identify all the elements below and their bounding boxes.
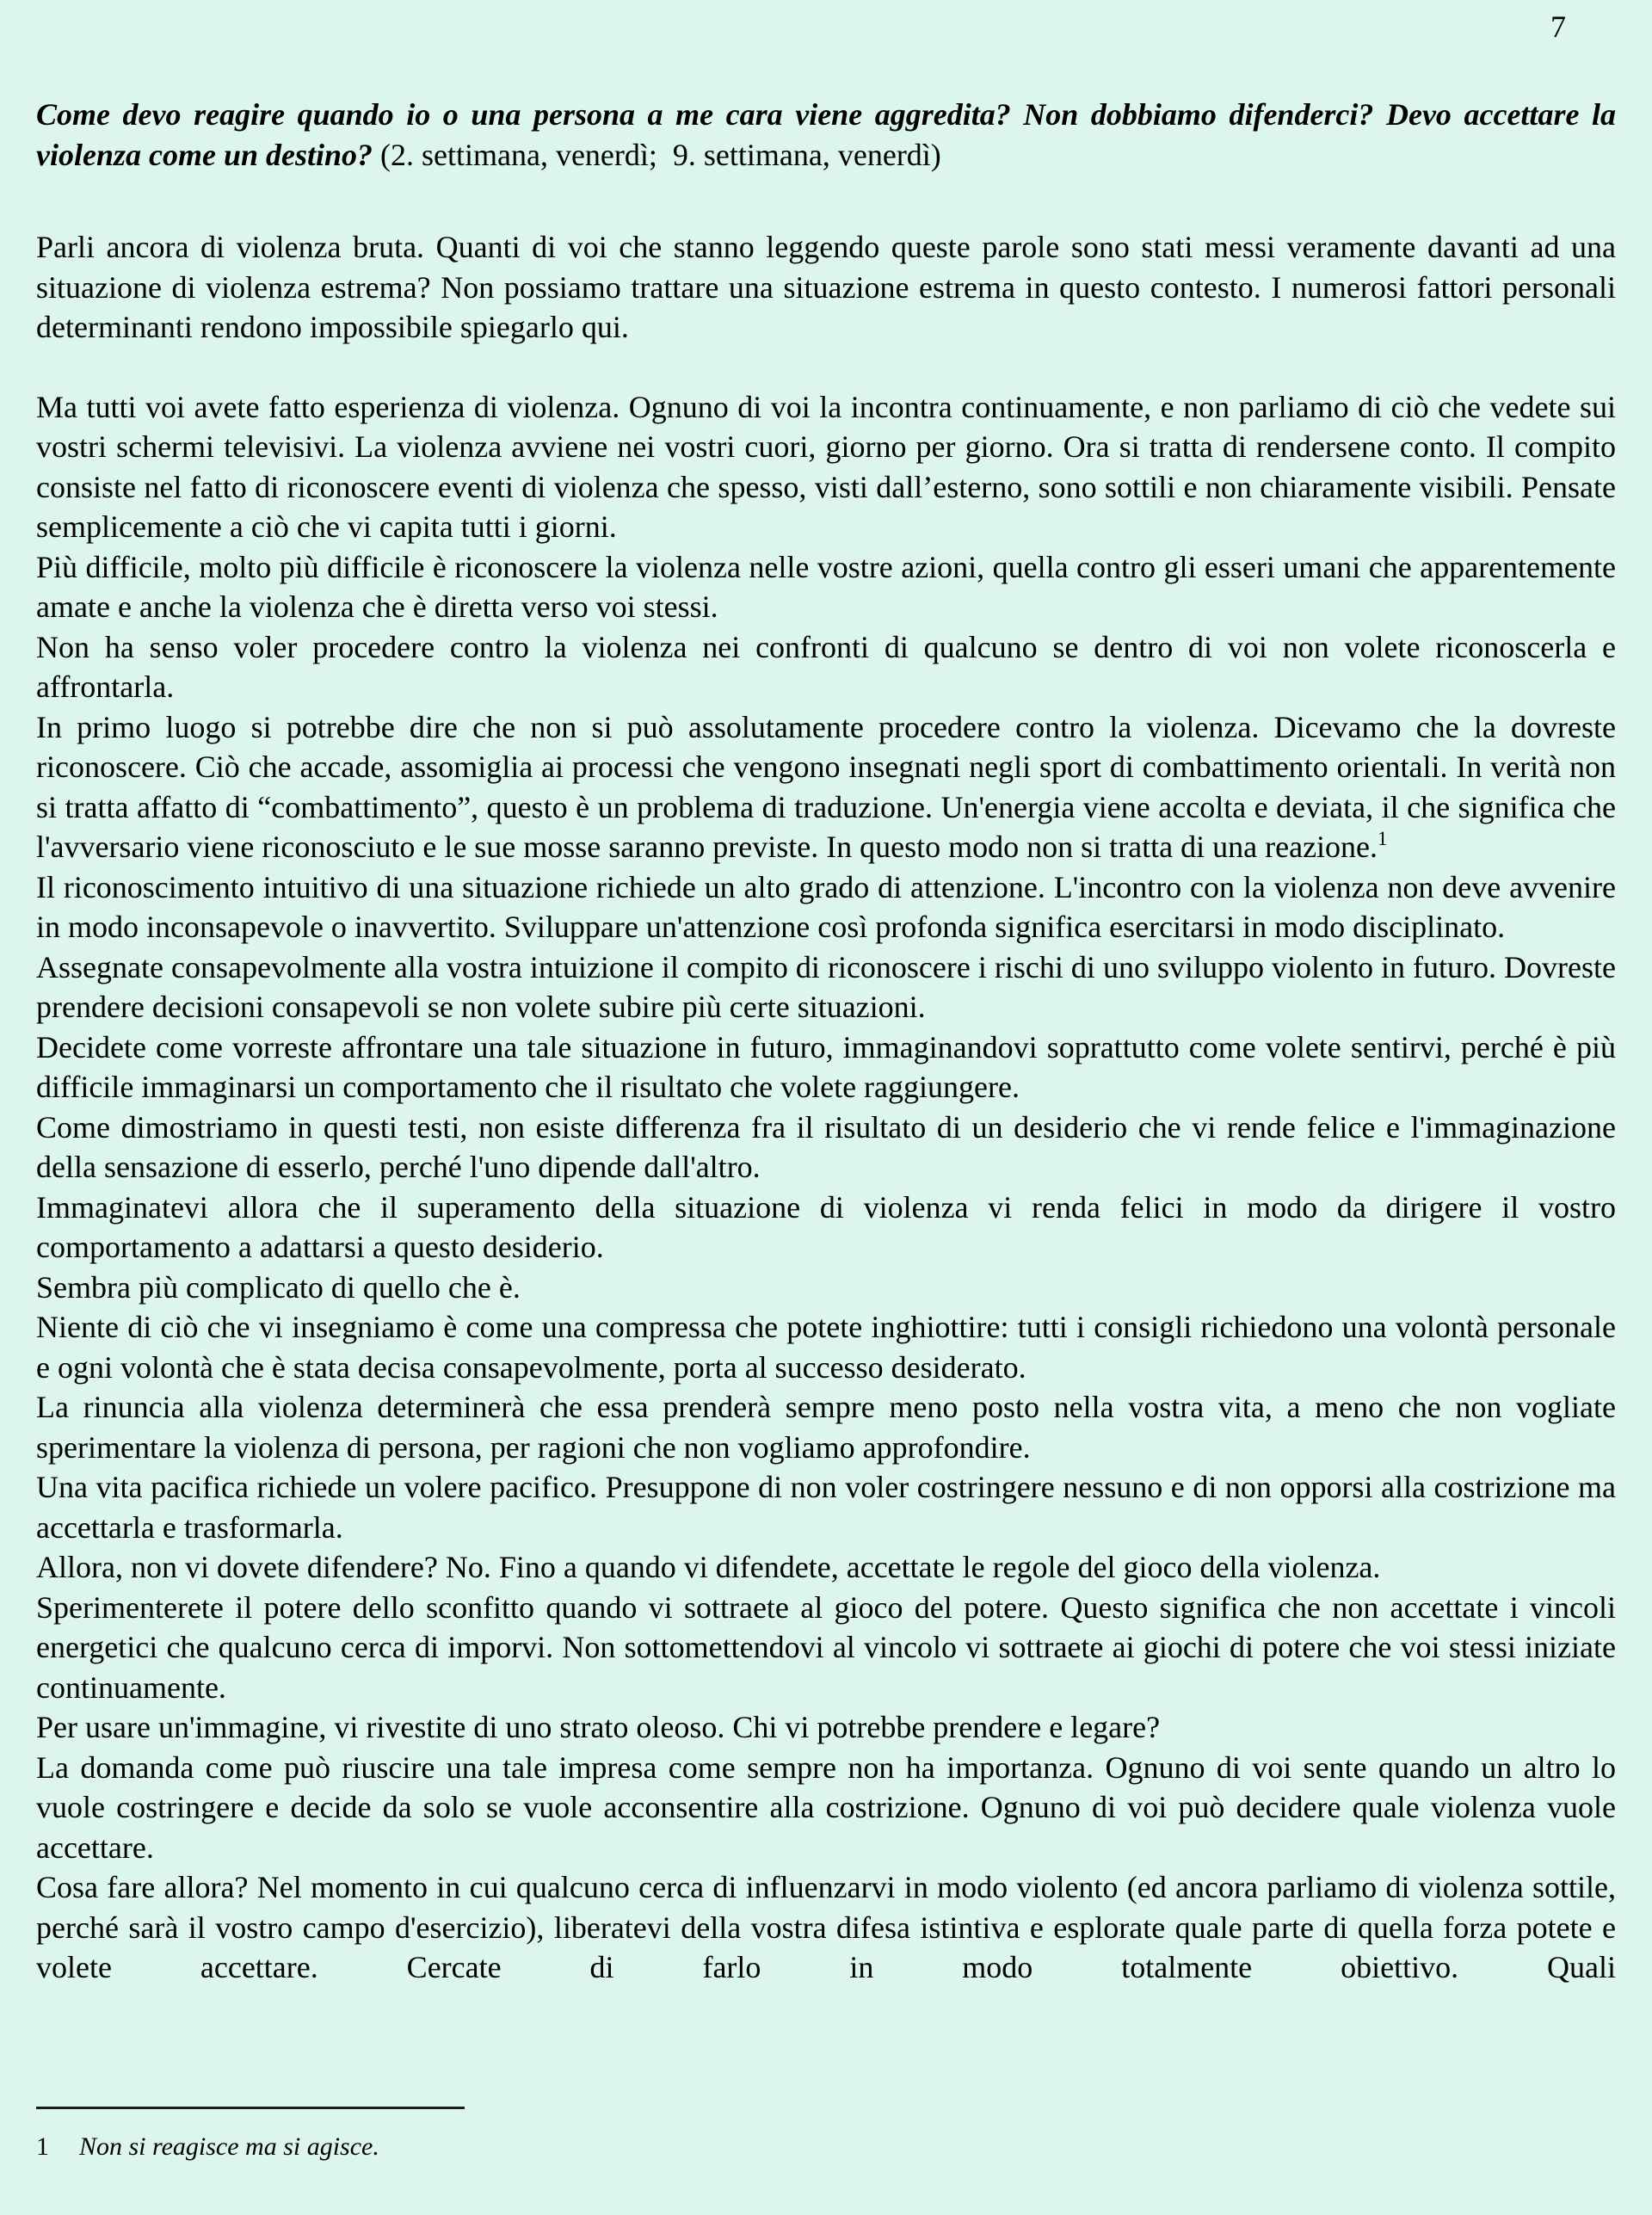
paragraph: Il riconoscimento intuitivo di una situazione richiede un alto grado di attenzione. L'incontro con la violenza non deve avvenire in modo inconsapevole o inavvertito. Sviluppare un'attenzione così profonda significa esercitarsi in modo disciplinato. — [36, 869, 1616, 944]
footnote-area — [36, 2107, 1616, 2164]
heading-question: Come devo reagire quando io o una persona a me cara viene aggredita? Non dobbiamo difenderci? Devo accettare la violenza come un destino? — [36, 97, 1616, 172]
footnote-number: 1 — [36, 2132, 49, 2161]
paragraph: Decidete come vorreste affrontare una tale situazione in futuro, immaginandovi soprattutto come volete sentirvi, perché è più difficile immaginarsi un comportamento che il risultato che volete raggiungere. — [36, 1029, 1616, 1104]
paragraph: Ma tutti voi avete fatto esperienza di violenza. Ognuno di voi la incontra continuamente, e non parliamo di ciò che vedete sui vostri schermi televisivi. La violenza avviene nei vostri cuori, giorno per giorno. Ora si tratta di rendersene conto. Il compito consiste nel fatto di riconoscere eventi di violenza che spesso, visti dall’esterno, sono sottili e non chiaramente visibili. Pensate semplicemente a ciò che vi capita tutti i giorni. — [36, 389, 1616, 544]
document-heading — [36, 95, 1616, 176]
paragraph: Immaginatevi allora che il superamento della situazione di violenza vi renda felici in modo da dirigere il vostro comportamento a adattarsi a questo desiderio. — [36, 1189, 1616, 1264]
paragraph: Sembra più complicato di quello che è. — [36, 1269, 521, 1305]
paragraph: Niente di ciò che vi insegniamo è come una compressa che potete inghiottire: tutti i consigli richiedono una volontà personale e ogni volontà che è stata decisa consapevolmente, porta al successo desiderato. — [36, 1310, 1616, 1385]
paragraph: Non ha senso voler procedere contro la violenza nei confronti di qualcuno se dentro di voi non volete riconoscerla e affrontarla. — [36, 629, 1616, 704]
paragraph: Parli ancora di violenza bruta. Quanti di voi che stanno leggendo queste parole sono stati messi veramente davanti ad una situazione di violenza estrema? Non possiamo trattare una situazione estrema in questo contesto. I numerosi fattori personali determinanti rendono impossibile spiegarlo qui. — [36, 230, 1616, 344]
footnote-marker: 1 — [1378, 828, 1388, 849]
paragraph: Sperimenterete il potere dello sconfitto quando vi sottraete al gioco del potere. Questo significa che non accettate i vincoli energetici che qualcuno cerca di imporvi. Non sottomettendovi al vincolo vi sottraete ai giochi di potere che voi stessi iniziate continuamente. — [36, 1589, 1616, 1705]
paragraph: Assegnate consapevolmente alla vostra intuizione il compito di riconoscere i rischi di uno sviluppo violento in futuro. Dovreste prendere decisioni consapevoli se non volete subire più certe situazioni. — [36, 949, 1616, 1024]
heading-week-reference: (2. settimana, venerdì; 9. settimana, venerdì) — [380, 138, 941, 172]
paragraph: Per usare un'immagine, vi rivestite di uno strato oleoso. Chi vi potrebbe prendere e legare? — [36, 1710, 1161, 1744]
paragraph: Allora, non vi dovete difendere? No. Fino a quando vi difendete, accettate le regole del gioco della violenza. — [36, 1550, 1381, 1584]
footnote-separator-line — [36, 2107, 465, 2109]
paragraph: La domanda come può riuscire una tale impresa come sempre non ha importanza. Ognuno di voi sente quando un altro lo vuole costringere e decide da solo se vuole acconsentire alla costrizione. Ognuno di voi può decidere quale violenza vuole accettare. — [36, 1749, 1616, 1865]
paragraph: Più difficile, molto più difficile è riconoscere la violenza nelle vostre azioni, quella contro gli esseri umani che apparentemente amate e anche la violenza che è diretta verso voi stessi. — [36, 549, 1616, 624]
paragraph-text: In primo luogo si potrebbe dire che non si può assolutamente procedere contro la violenza. Dicevamo che la dovreste riconoscere. Ciò che accade, assomiglia ai processi che vengono insegnati negli sport di combattimento orientali. In verità non si tratta affatto di “combattimento”, questo è un problema di traduzione. Un'energia viene accolta e deviata, il che significa che l'avversario viene riconosciuto e le sue mosse saranno previste. In questo modo non si tratta di una reazione. — [36, 709, 1616, 864]
paragraph: Cosa fare allora? Nel momento in cui qualcuno cerca di influenzarvi in modo violento (ed ancora parliamo di violenza sottile, perché sarà il vostro campo d'esercizio), liberatevi della vostra difesa istintiva e esplorate quale parte di quella forza potete e volete accettare. Cercate di farlo in modo totalmente obiettivo. Quali — [36, 1870, 1616, 1984]
paragraph: Una vita pacifica richiede un volere pacifico. Presuppone di non voler costringere nessuno e di non opporsi alla costrizione ma accettarla e trasformarla. — [36, 1470, 1616, 1545]
paragraph — [36, 707, 1616, 867]
footnote — [36, 2130, 1616, 2164]
paragraph: Come dimostriamo in questi testi, non esiste differenza fra il risultato di un desiderio che vi rende felice e l'immaginazione della sensazione di esserlo, perché l'uno dipende dall'altro. — [36, 1109, 1616, 1184]
page-number: 7 — [1550, 9, 1566, 44]
paragraph: La rinuncia alla violenza determinerà che essa prenderà sempre meno posto nella vostra vita, a meno che non vogliate sperimentare la violenza di persona, per ragioni che non vogliamo approfondire. — [36, 1390, 1616, 1465]
footnote-text: Non si reagisce ma si agisce. — [79, 2132, 379, 2161]
